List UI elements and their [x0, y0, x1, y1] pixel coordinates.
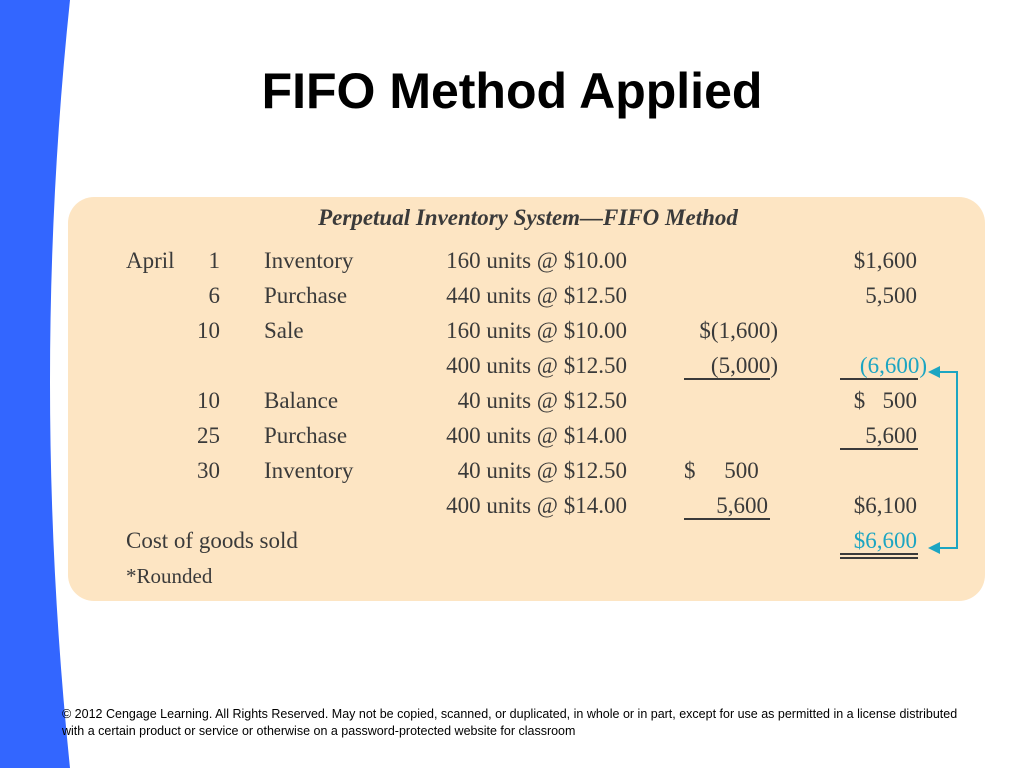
slide-title: FIFO Method Applied — [261, 63, 763, 119]
connector-arrow-icon — [920, 360, 970, 560]
row-description: Inventory — [264, 458, 354, 483]
double-underline-bottom — [840, 557, 918, 559]
row-description: Purchase — [264, 423, 348, 448]
cost-underline — [684, 378, 770, 380]
row-amount-cost: $(1,600) — [699, 318, 778, 343]
row-day: 10 — [197, 318, 220, 343]
row-amount-cost: (5,000) — [710, 353, 778, 378]
row-amount-cost: $ 500 — [684, 458, 759, 483]
cost-of-sale-total: (6,600) — [859, 353, 927, 378]
row-amount-cost: 5,600 — [716, 493, 768, 518]
row-amount-balance: 5,500 — [865, 283, 917, 308]
row-units: 440 units @ $12.50 — [446, 283, 627, 308]
balance-underline — [840, 448, 918, 450]
row-units: 40 units @ $12.50 — [457, 458, 627, 483]
row-day: 10 — [197, 388, 220, 413]
cost-underline — [684, 518, 770, 520]
rounded-footnote: *Rounded — [126, 564, 213, 588]
row-units: 400 units @ $12.50 — [446, 353, 627, 378]
cogs-value: $6,600 — [853, 528, 917, 553]
double-underline-top — [840, 553, 918, 555]
table-heading: Perpetual Inventory System—FIFO Method — [318, 205, 738, 230]
row-amount-balance: $1,600 — [853, 248, 917, 273]
row-units: 400 units @ $14.00 — [446, 493, 627, 518]
row-amount-balance: $ 500 — [853, 388, 917, 413]
row-day: 25 — [197, 423, 220, 448]
row-amount-balance: 5,600 — [865, 423, 917, 448]
copyright-notice: © 2012 Cengage Learning. All Rights Reserved. May not be copied, scanned, or duplicated, in whole or in part, except for use as permitted in a license distributed with a certain product or service or otherwise on a password-protected website for classroom — [62, 707, 958, 738]
row-description: Balance — [264, 388, 339, 413]
row-description: Inventory — [264, 248, 354, 273]
row-day: 30 — [197, 458, 220, 483]
row-units: 160 units @ $10.00 — [446, 248, 627, 273]
row-units: 400 units @ $14.00 — [446, 423, 627, 448]
balance-underline — [840, 378, 918, 380]
row-month: April — [126, 248, 175, 273]
row-day: 1 — [208, 248, 220, 273]
row-units: 40 units @ $12.50 — [457, 388, 627, 413]
row-units: 160 units @ $10.00 — [446, 318, 627, 343]
row-day: 6 — [208, 283, 220, 308]
cogs-label: Cost of goods sold — [126, 528, 298, 553]
row-description: Purchase — [264, 283, 348, 308]
row-amount-balance: $6,100 — [853, 493, 917, 518]
row-description: Sale — [264, 318, 304, 343]
